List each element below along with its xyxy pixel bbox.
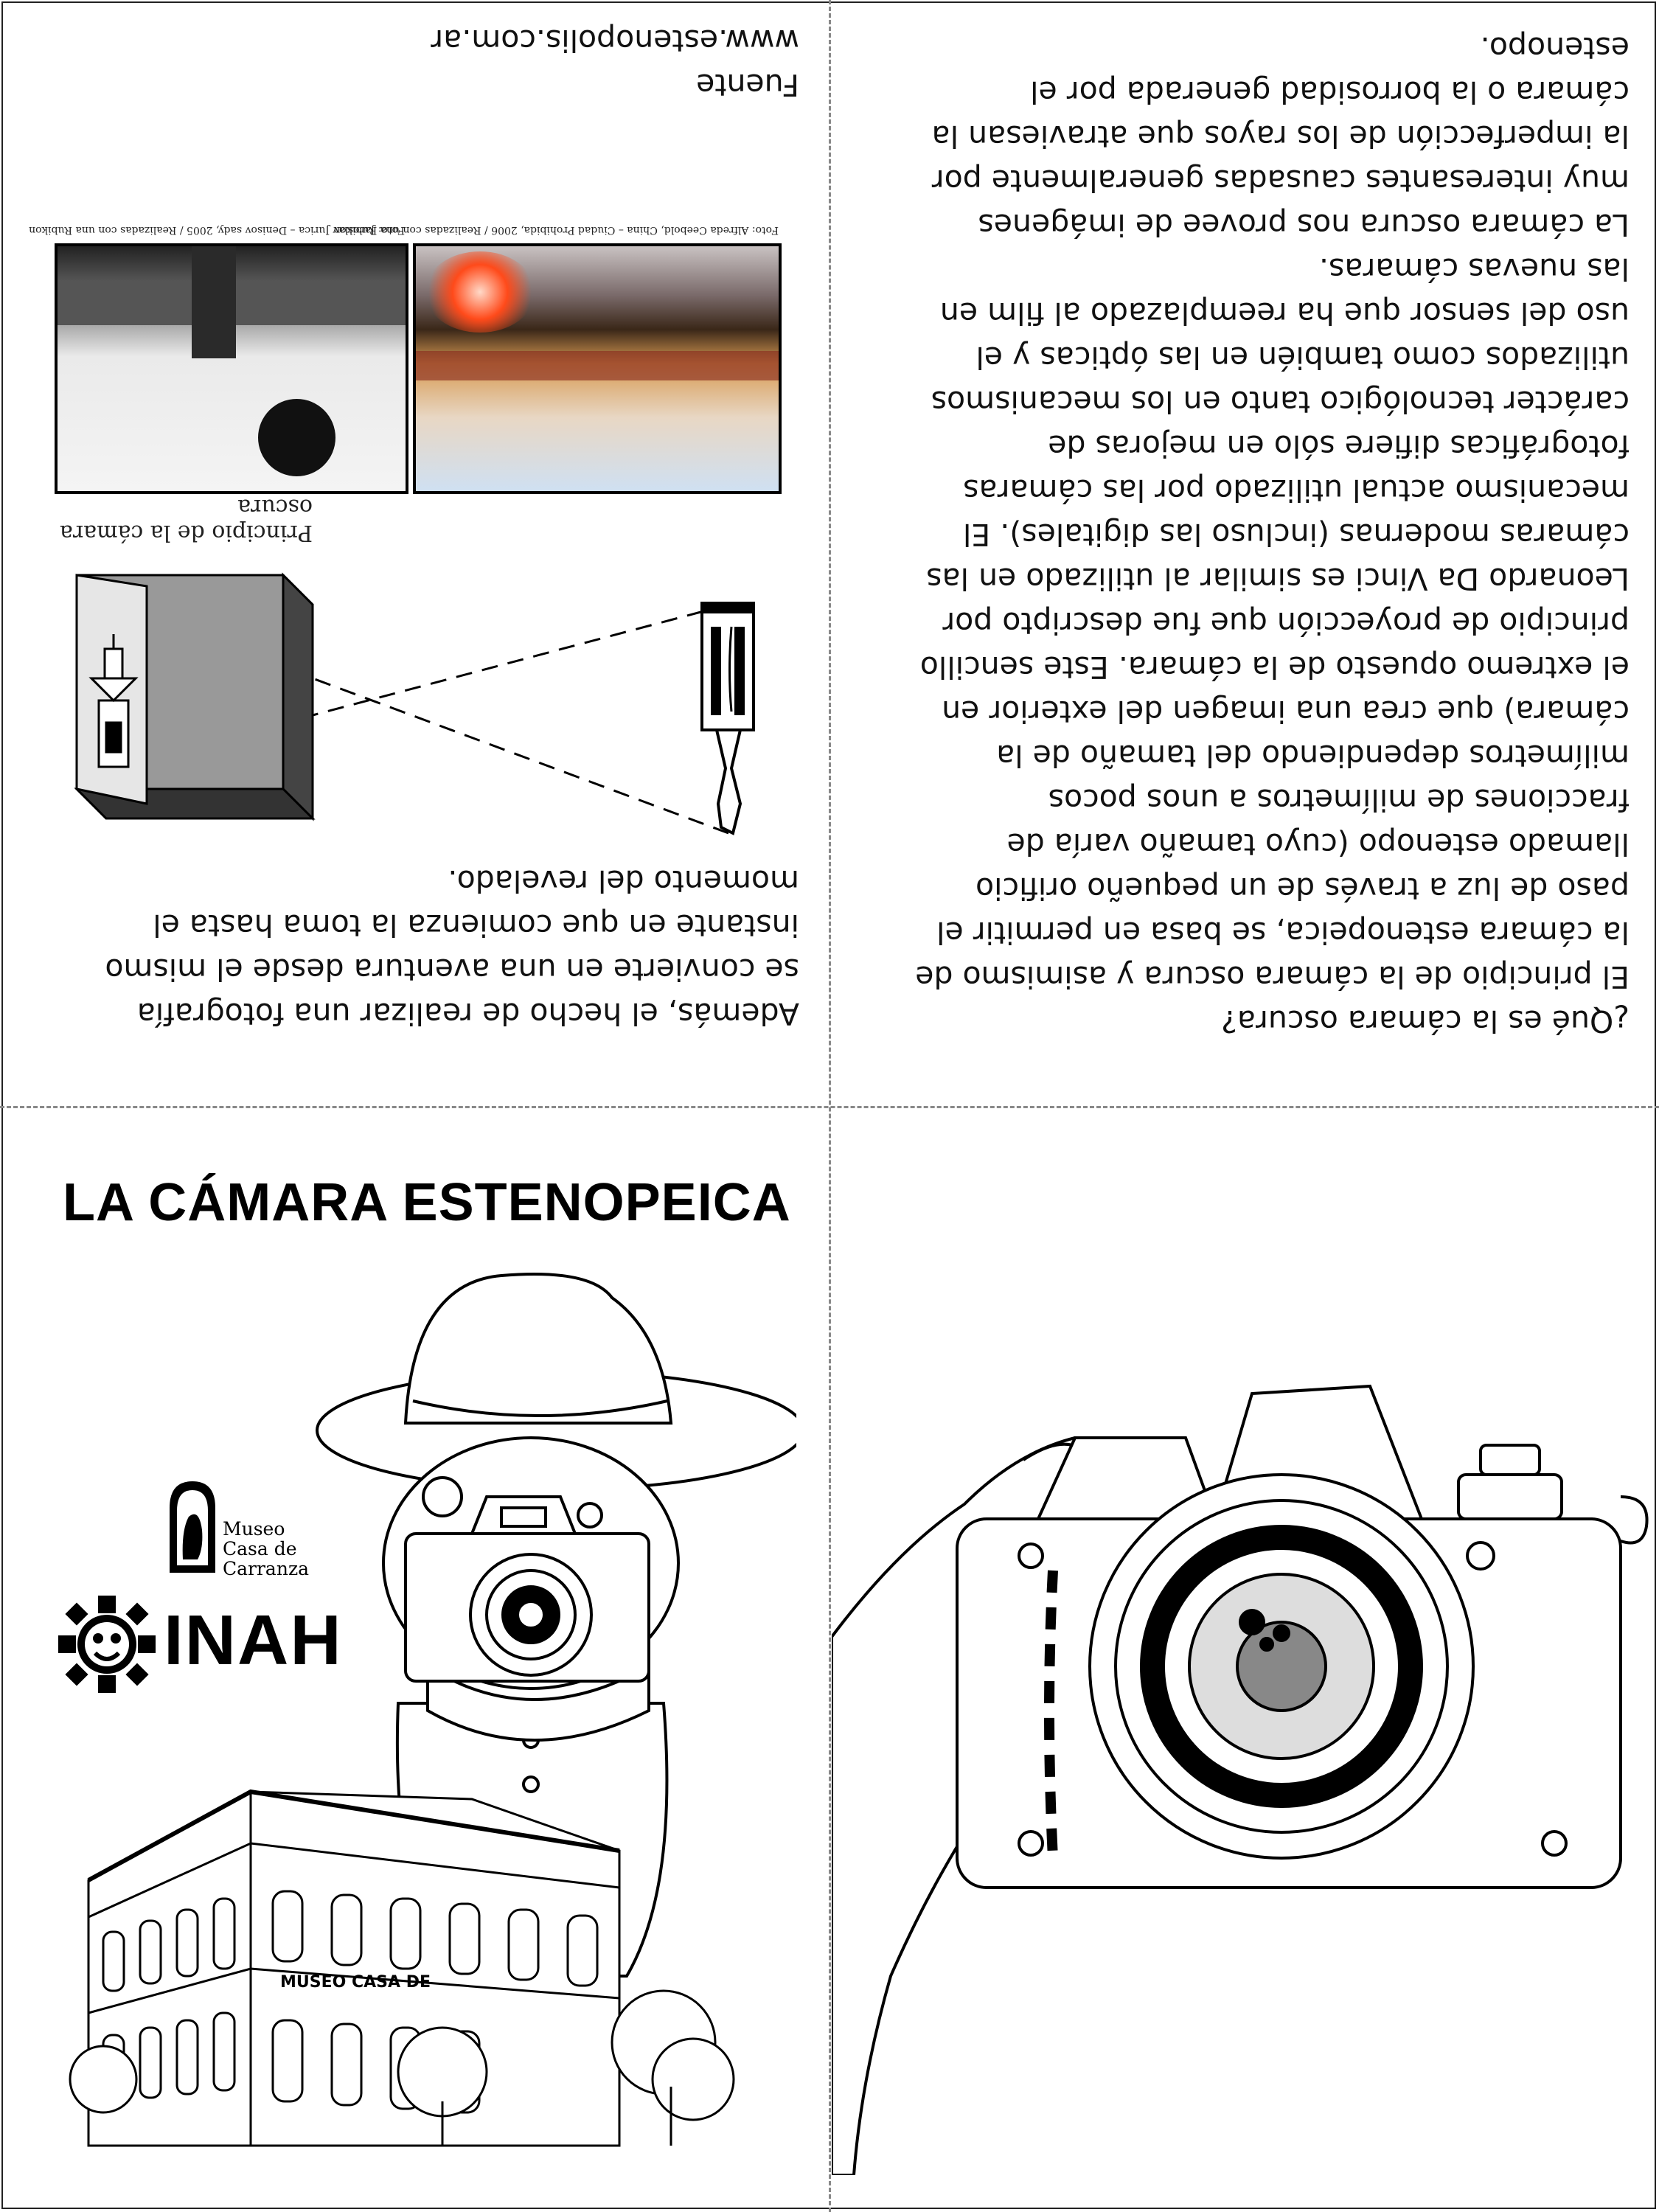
- photo-color-architecture: [413, 243, 782, 494]
- dark-box-illustration: [77, 575, 313, 818]
- photo-dark-sphere: [55, 243, 408, 494]
- inner-left-panel: [0, 0, 829, 1106]
- source-label: Fuente: [696, 67, 799, 102]
- camera-obscura-diagram: [47, 553, 785, 863]
- inah-wordmark: INAH: [164, 1601, 343, 1680]
- museum-building-illustration: [59, 1733, 767, 2160]
- camera-obscura-explanation: ¿Qué es la cámara oscura? El principio de la cámara oscura y asimismo de la cámara estenopeica, se basa en permitir el paso de luz a través de un pequeño orificio llamado estenopo (cuyo tamaño varía de fracciones de milímetros a unos pocos milímetros dependiendo del tamaño de la cámara) que crea una imagen del exterior en el extremo opuesto de la cámara. Este sencillo principio de proyección que fue descripto por Leonardo Da Vinci es similar al utilizado en las cámaras modernas (incluso las digitales). El mecanismo actual utilizado por las cámaras fotográficas difiere sólo en mejoras de carácter tecnológico tanto en los mecanismos utilizados como también en las ópticas y el uso del sensor que ha reemplazado al film en las nuevas cámaras. La cámara oscura nos provee de imágenes muy interesantes causadas generalmente por la imperfección de los rayos que atraviesan la cámara o la borrosidad generada por el estenopo.: [915, 30, 1630, 1039]
- building-sign: MUSEO CASA DE: [280, 1973, 431, 1992]
- cover-title: LA CÁMARA ESTENOPEICA: [63, 1173, 791, 1232]
- photo2-credit: Foto: Alfreda Ceebold, China – Ciudad Prohibida, 2006 / Realizadas con una Rubikon: [333, 224, 779, 236]
- museo-logo-icon: [167, 1478, 218, 1574]
- horizontal-fold-line: [0, 1106, 1659, 1108]
- hat-crown: [406, 1274, 671, 1423]
- hand-holding-camera-illustration: [832, 1327, 1650, 2175]
- inah-logo-icon: [55, 1593, 159, 1696]
- ray-line: [313, 605, 728, 715]
- diagram-caption: Principio de la cámara oscura: [60, 494, 313, 546]
- adventure-paragraph: Además, el hecho de realizar una fotografía se convierte en una aventura desde el mismo instante en que comienza la toma hasta el momento del revelado.: [105, 863, 799, 1032]
- inner-right-panel: [833, 0, 1659, 1106]
- ray-line: [313, 678, 728, 833]
- photo1-credit: Foto: Jaroslav Jurica – Denisov sady, 2005 / Realizadas con una Rubikon: [29, 224, 405, 236]
- source-url: www.estenopolis.com.ar: [431, 23, 799, 58]
- candle-illustration: [700, 602, 755, 833]
- museo-name: Museo Casa de Carranza: [223, 1518, 310, 1579]
- glasses: [423, 1478, 462, 1516]
